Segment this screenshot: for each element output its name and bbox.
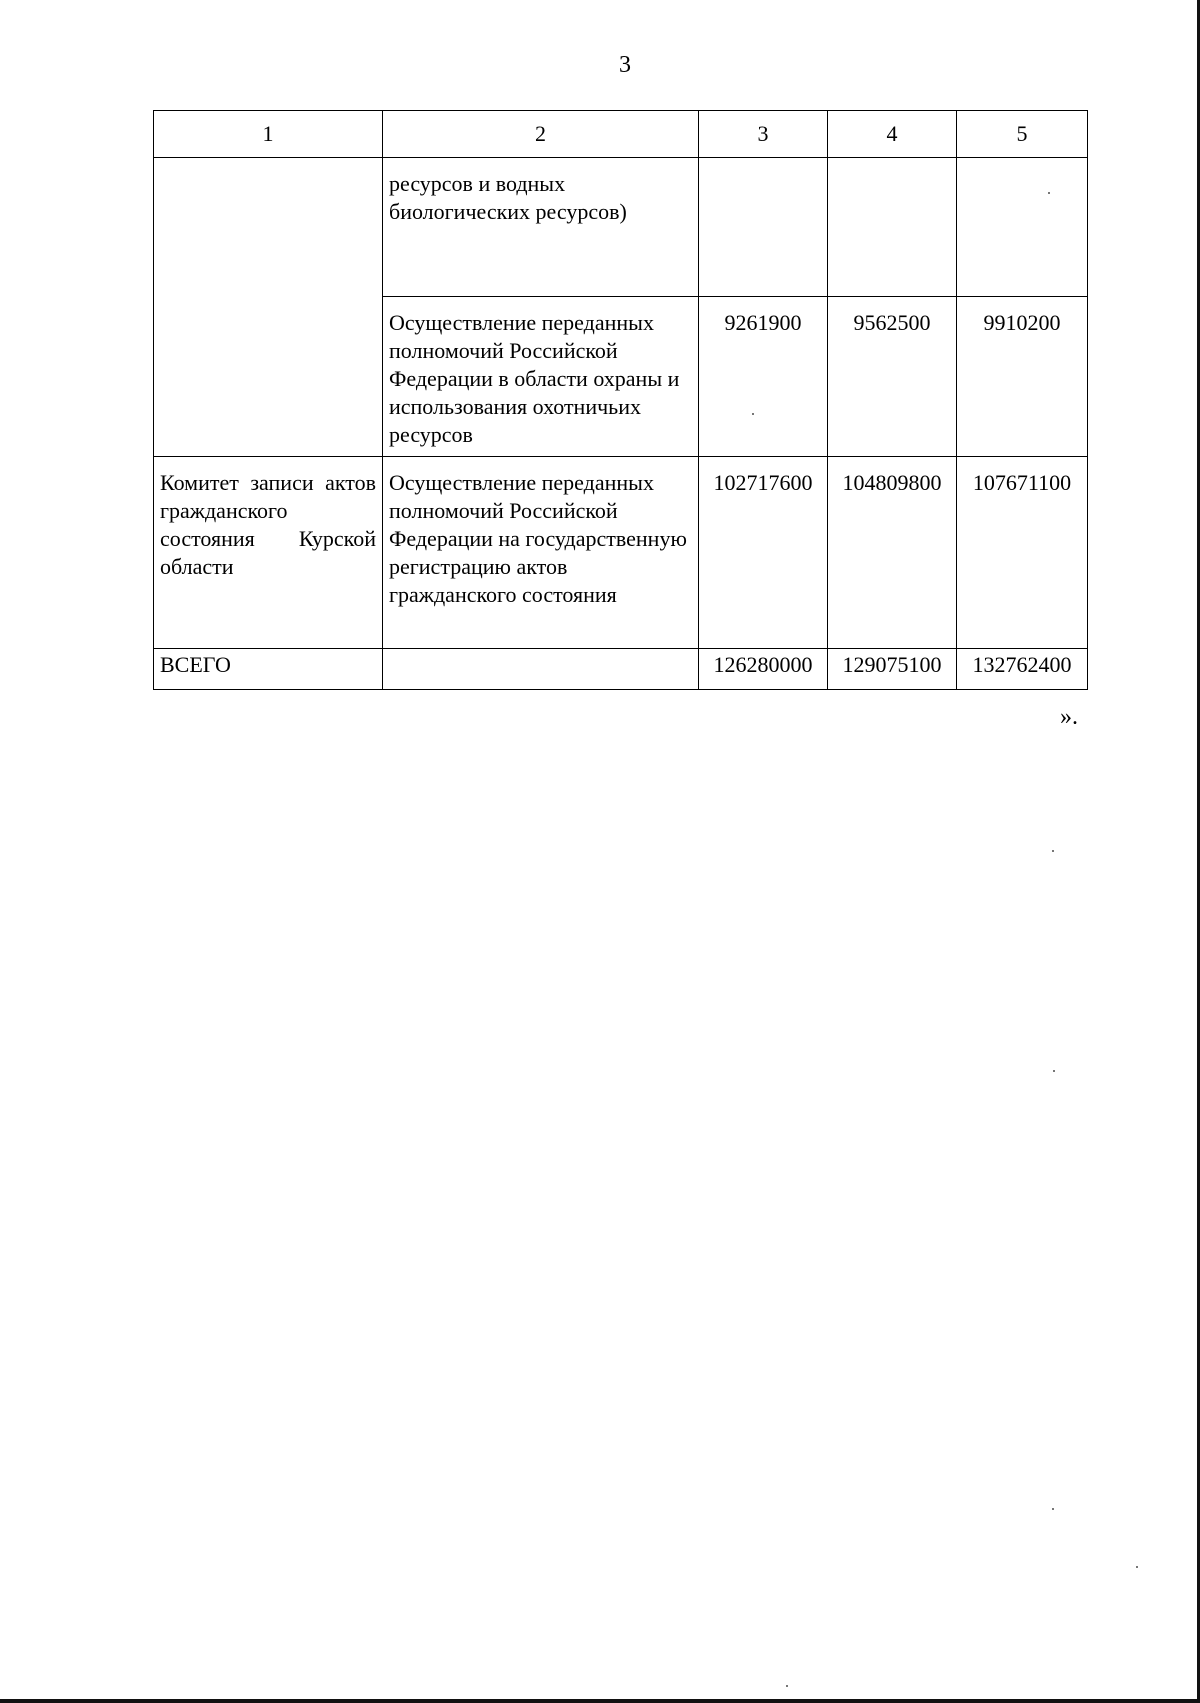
empty-cell — [383, 649, 699, 690]
scan-speck — [786, 1685, 788, 1687]
scan-speck — [1052, 1508, 1054, 1510]
registry-value-year2: 104809800 — [828, 457, 957, 649]
header-cell-5: 5 — [957, 111, 1088, 158]
page-number: 3 — [619, 52, 631, 78]
empty-department-cell — [154, 158, 383, 457]
table-row — [154, 158, 1088, 297]
closing-quote: ». — [1060, 704, 1078, 730]
header-cell-1: 1 — [154, 111, 383, 158]
budget-table — [153, 110, 1088, 690]
hunting-value-year1: 9261900 — [699, 297, 828, 457]
total-label: ВСЕГО — [154, 649, 383, 690]
table-row — [154, 457, 1088, 649]
hunting-value-year2: 9562500 — [828, 297, 957, 457]
scan-edge-bottom — [0, 1699, 1200, 1703]
registry-description-cell: Осуществление переданных полномочий Российской Федерации на государственную регистрацию актов гражданского состояния — [383, 457, 699, 649]
scan-speck — [1052, 850, 1054, 852]
empty-cell — [957, 158, 1088, 297]
table-header-row — [154, 111, 1088, 158]
hunting-value-year3: 9910200 — [957, 297, 1088, 457]
header-cell-3: 3 — [699, 111, 828, 158]
total-value-year3: 132762400 — [957, 649, 1088, 690]
header-cell-4: 4 — [828, 111, 957, 158]
registry-value-year3: 107671100 — [957, 457, 1088, 649]
registry-value-year1: 102717600 — [699, 457, 828, 649]
scan-speck — [752, 413, 754, 415]
hunting-description-cell: Осуществление переданных полномочий Российской Федерации в области охраны и использования охотничьих ресурсов — [383, 297, 699, 457]
empty-cell — [828, 158, 957, 297]
scan-speck — [1048, 192, 1050, 194]
header-cell-2: 2 — [383, 111, 699, 158]
total-value-year2: 129075100 — [828, 649, 957, 690]
total-value-year1: 126280000 — [699, 649, 828, 690]
scan-speck — [1053, 1070, 1055, 1072]
empty-cell — [699, 158, 828, 297]
total-row — [154, 649, 1088, 690]
scan-speck — [1136, 1566, 1138, 1568]
continuation-text-cell: ресурсов и водных биологических ресурсов) — [383, 158, 699, 297]
registry-department-cell: Комитет записи актов гражданского состояния Курской области — [154, 457, 383, 649]
